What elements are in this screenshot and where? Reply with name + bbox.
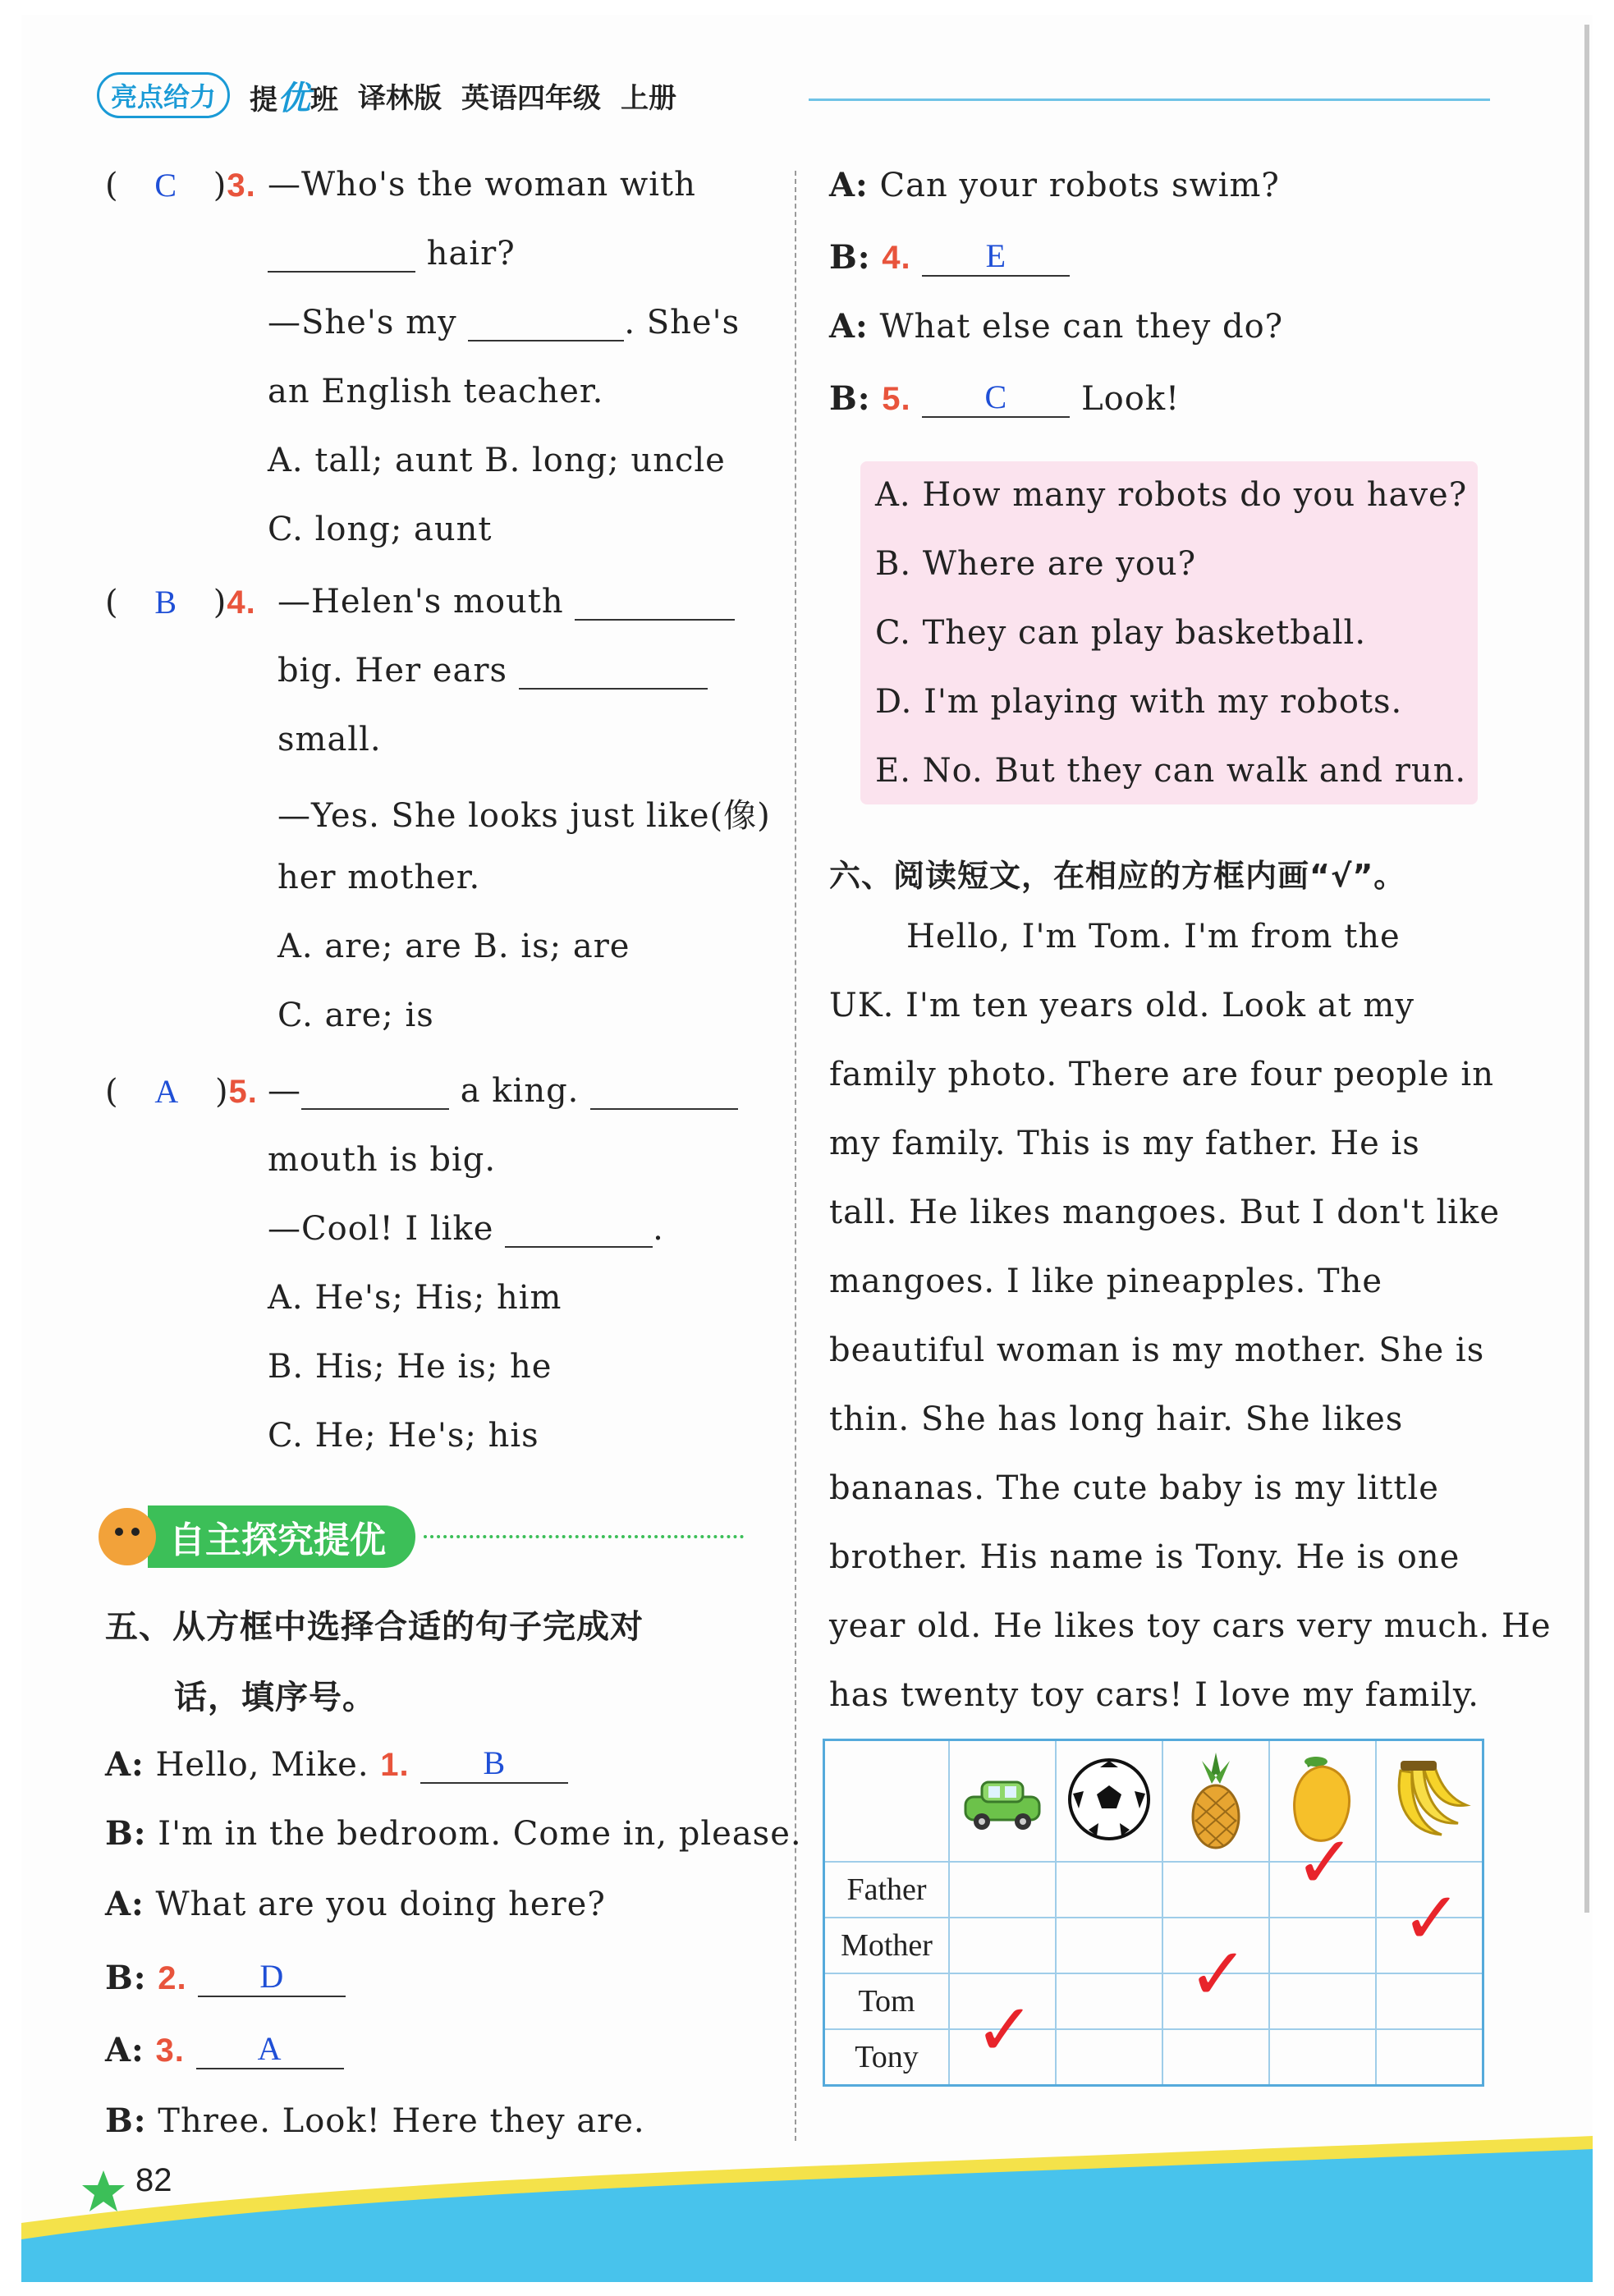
answer-blank[interactable]: E bbox=[922, 236, 1070, 277]
series-title bbox=[250, 72, 338, 119]
paren-close: ) bbox=[214, 1073, 229, 1111]
star-icon bbox=[79, 2167, 128, 2216]
row-label: Father bbox=[824, 1862, 950, 1918]
answer-blank[interactable]: A bbox=[196, 2029, 344, 2069]
dialog-line-1 bbox=[105, 1744, 568, 1784]
row-label: Tom bbox=[824, 1973, 950, 2029]
row-label: Mother bbox=[824, 1918, 950, 1973]
speaker: B: bbox=[829, 379, 871, 418]
pineapple-icon bbox=[1162, 1740, 1269, 1863]
q4-line2-text: big. Her ears bbox=[277, 652, 507, 690]
speaker: B: bbox=[105, 1814, 147, 1853]
check-table bbox=[823, 1739, 1484, 2087]
check-cell[interactable] bbox=[1376, 1876, 1483, 1973]
dialog-line-5 bbox=[105, 2029, 344, 2069]
q3-options-ab: A. tall; aunt B. long; uncle bbox=[268, 442, 726, 479]
check-mark-icon: ✓ bbox=[974, 1987, 1035, 2072]
check-cell[interactable] bbox=[1056, 2029, 1162, 2086]
speaker: B: bbox=[829, 238, 871, 277]
check-cell[interactable] bbox=[1376, 1973, 1483, 2029]
check-cell[interactable] bbox=[1162, 1932, 1269, 2029]
answer-blank[interactable]: D bbox=[198, 1957, 346, 1997]
footer-wave bbox=[21, 2133, 1593, 2282]
dialog-text: Can your robots swim? bbox=[879, 167, 1280, 204]
banana-icon bbox=[1376, 1740, 1483, 1863]
q4-line1-text: —Helen's mouth bbox=[277, 583, 564, 621]
section5-title-cont: 话，填序号。 bbox=[174, 1679, 376, 1716]
blank[interactable] bbox=[268, 271, 415, 273]
q3-option-c: C. long; aunt bbox=[268, 511, 493, 548]
q4-line3: small. bbox=[277, 721, 382, 758]
check-cell[interactable] bbox=[1376, 2029, 1483, 2086]
check-cell[interactable] bbox=[949, 1987, 1056, 2086]
grade: 英语四年级 bbox=[461, 81, 602, 115]
blank[interactable] bbox=[590, 1108, 738, 1110]
blank-number: 4. bbox=[882, 240, 911, 276]
q5-option-c: C. He; He's; his bbox=[268, 1417, 539, 1455]
q5-option-a: A. He's; His; him bbox=[268, 1279, 562, 1317]
check-cell[interactable] bbox=[1269, 2029, 1376, 2086]
speaker: A: bbox=[105, 1885, 144, 1923]
blank-number: 5. bbox=[882, 381, 911, 417]
passage-line: mangoes. I like pineapples. The bbox=[829, 1263, 1383, 1300]
passage-line: UK. I'm ten years old. Look at my bbox=[829, 987, 1415, 1024]
tiger-mascot-icon bbox=[99, 1508, 156, 1565]
q3-paren bbox=[105, 166, 256, 204]
q3-line2-tail: hair? bbox=[426, 235, 516, 273]
option-d: D. I'm playing with my robots. bbox=[875, 683, 1403, 721]
passage-line: family photo. There are four people in bbox=[829, 1056, 1494, 1093]
banner-label: 自主探究提优 bbox=[148, 1505, 415, 1568]
blank-number: 3. bbox=[155, 2032, 185, 2069]
passage-line: year old. He likes toy cars very much. He bbox=[829, 1607, 1552, 1645]
r-dialog-1 bbox=[829, 166, 1280, 204]
passage-line: Hello, I'm Tom. I'm from the bbox=[906, 918, 1401, 956]
paren-close: ) bbox=[213, 584, 227, 621]
q4-line5: her mother. bbox=[277, 859, 481, 896]
passage-line: beautiful woman is my mother. She is bbox=[829, 1331, 1485, 1369]
series-suffix: 班 bbox=[310, 83, 339, 117]
q4-number: 4. bbox=[227, 584, 256, 621]
check-cell[interactable] bbox=[1056, 1918, 1162, 1973]
check-cell[interactable] bbox=[1269, 1820, 1376, 1918]
dialog-text: I'm in the bedroom. Come in, please. bbox=[158, 1815, 802, 1853]
volume: 上册 bbox=[621, 81, 677, 115]
q5-line3-text: —Cool! I like bbox=[268, 1210, 494, 1248]
r-dialog-3 bbox=[829, 307, 1283, 346]
q4-line1 bbox=[277, 583, 735, 621]
check-mark-icon: ✓ bbox=[1401, 1876, 1462, 1960]
option-b: B. Where are you? bbox=[875, 545, 1197, 583]
q5-line1-text: a king. bbox=[460, 1072, 580, 1110]
row-label: Tony bbox=[824, 2029, 950, 2086]
check-mark-icon: ✓ bbox=[1188, 1932, 1249, 2016]
q4-answer: B bbox=[154, 584, 178, 621]
section5-title: 五、从方框中选择合适的句子完成对 bbox=[105, 1608, 644, 1646]
dialog-line-4 bbox=[105, 1957, 346, 1997]
page-number: 82 bbox=[135, 2162, 172, 2198]
check-cell[interactable] bbox=[1056, 1973, 1162, 2029]
dialog-text: What are you doing here? bbox=[155, 1886, 606, 1923]
table-row bbox=[824, 1862, 1483, 1918]
q3-number: 3. bbox=[227, 167, 256, 204]
speaker: A: bbox=[105, 1745, 144, 1784]
passage-line: my family. This is my father. He is bbox=[829, 1125, 1420, 1162]
r-dialog-4 bbox=[829, 378, 1180, 418]
q4-option-c: C. are; is bbox=[277, 997, 434, 1034]
option-a: A. How many robots do you have? bbox=[875, 476, 1468, 514]
speaker: A: bbox=[829, 307, 869, 346]
option-e: E. No. But they can walk and run. bbox=[875, 752, 1467, 790]
paren-open: ( bbox=[105, 1073, 119, 1111]
dialog-text: What else can they do? bbox=[879, 308, 1284, 346]
blank-number: 1. bbox=[380, 1747, 410, 1783]
q4-paren bbox=[105, 583, 256, 621]
table-header-row bbox=[824, 1740, 1483, 1863]
speaker: B: bbox=[105, 1959, 147, 1997]
brand-badge: 亮点给力 bbox=[97, 72, 230, 118]
speaker: A: bbox=[105, 2031, 144, 2069]
q5-line2: mouth is big. bbox=[268, 1141, 497, 1179]
speaker: A: bbox=[829, 166, 869, 204]
q5-answer: A bbox=[154, 1073, 180, 1110]
q5-number: 5. bbox=[228, 1074, 258, 1110]
q5-line1 bbox=[268, 1072, 738, 1110]
q4-line4: —Yes. She looks just like(像) bbox=[277, 797, 771, 835]
q3-line2 bbox=[268, 235, 516, 273]
blank[interactable] bbox=[575, 619, 735, 621]
series-prefix: 提 bbox=[250, 83, 278, 117]
dialog-text: Hello, Mike. bbox=[155, 1746, 369, 1784]
q5-paren bbox=[105, 1072, 258, 1111]
q5-line3-end: . bbox=[653, 1210, 664, 1248]
passage-line: has twenty toy cars! I love my family. bbox=[829, 1676, 1479, 1714]
q3-line4: an English teacher. bbox=[268, 373, 604, 410]
table-row bbox=[824, 1918, 1483, 1973]
paren-close: ) bbox=[213, 167, 227, 204]
header bbox=[97, 71, 676, 120]
series-mid: 优 bbox=[277, 79, 311, 117]
answer-blank[interactable]: B bbox=[420, 1744, 568, 1784]
option-c: C. They can play basketball. bbox=[875, 614, 1367, 652]
check-cell[interactable] bbox=[949, 1918, 1056, 1973]
header-rule bbox=[809, 99, 1490, 101]
page-edge bbox=[1584, 25, 1589, 1913]
blank[interactable] bbox=[505, 1246, 653, 1248]
blank-number: 2. bbox=[158, 1960, 187, 1996]
check-cell[interactable] bbox=[1269, 1918, 1376, 1973]
section-banner bbox=[99, 1505, 744, 1568]
q4-line2 bbox=[277, 652, 708, 690]
paren-open: ( bbox=[105, 167, 119, 204]
banner-dots bbox=[424, 1535, 744, 1538]
dialog-line-3 bbox=[105, 1885, 606, 1923]
check-cell[interactable] bbox=[1162, 2029, 1269, 2086]
corner-cell bbox=[824, 1740, 950, 1863]
table-row bbox=[824, 1973, 1483, 2029]
blank[interactable] bbox=[519, 688, 708, 690]
q5-line3 bbox=[268, 1210, 664, 1248]
q3-answer: C bbox=[154, 167, 178, 204]
check-cell[interactable] bbox=[1269, 1973, 1376, 2029]
blank[interactable] bbox=[468, 340, 624, 341]
check-cell[interactable] bbox=[1056, 1862, 1162, 1918]
r-dialog-2 bbox=[829, 236, 1070, 277]
speaker: B: bbox=[105, 2101, 147, 2140]
check-mark-icon: ✓ bbox=[1295, 1820, 1355, 1904]
q3-line3 bbox=[268, 304, 740, 341]
q3-line3-b: . She's bbox=[624, 304, 741, 341]
q3-line3-a: —She's my bbox=[268, 304, 457, 341]
blank[interactable] bbox=[301, 1108, 449, 1110]
check-cell[interactable] bbox=[949, 1862, 1056, 1918]
edition: 译林版 bbox=[358, 81, 442, 115]
check-cell[interactable] bbox=[1162, 1862, 1269, 1918]
passage-line: brother. His name is Tony. He is one bbox=[829, 1538, 1460, 1576]
toy-car-icon bbox=[949, 1740, 1056, 1863]
q3-line1: —Who's the woman with bbox=[268, 166, 696, 204]
paren-open: ( bbox=[105, 584, 119, 621]
dialog-line-2 bbox=[105, 1814, 802, 1853]
answer-blank[interactable]: C bbox=[922, 378, 1070, 418]
passage-line: thin. She has long hair. She likes bbox=[829, 1400, 1404, 1438]
q5-option-b: B. His; He is; he bbox=[268, 1348, 553, 1386]
q4-options-ab: A. are; are B. is; are bbox=[277, 928, 630, 965]
dialog-tail: Look! bbox=[1081, 380, 1181, 418]
football-icon bbox=[1056, 1740, 1162, 1863]
table-row bbox=[824, 2029, 1483, 2086]
q5-dash: — bbox=[268, 1072, 301, 1110]
passage-line: tall. He likes mangoes. But I don't like bbox=[829, 1194, 1500, 1231]
passage-line: bananas. The cute baby is my little bbox=[829, 1469, 1439, 1507]
dialog-text: Three. Look! Here they are. bbox=[158, 2102, 645, 2140]
section6-title: 六、阅读短文，在相应的方框内画“√”。 bbox=[829, 858, 1406, 894]
